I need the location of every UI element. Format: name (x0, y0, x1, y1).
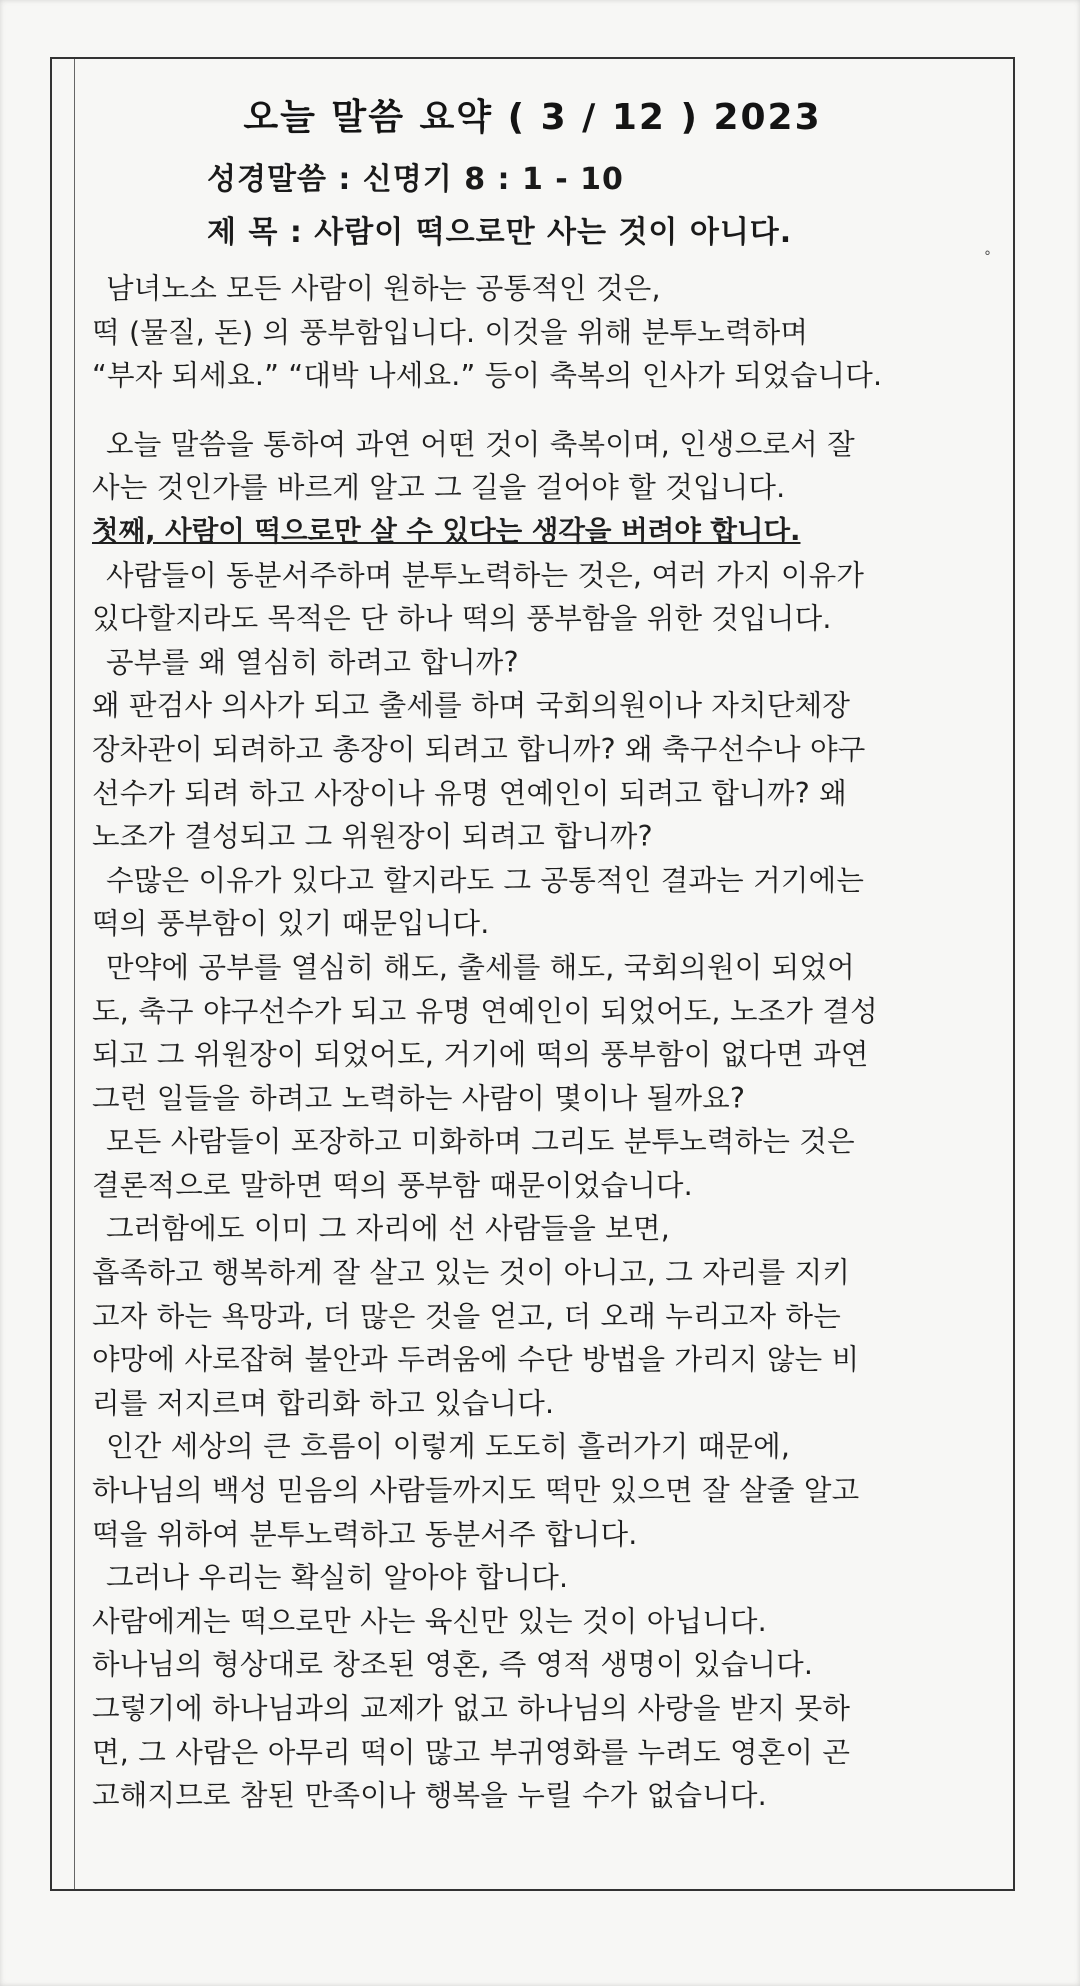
text-line: 만약에 공부를 열심히 해도, 출세를 해도, 국회의원이 되었어 (106, 950, 855, 984)
text-line: 장차관이 되려하고 총장이 되려고 합니까? 왜 축구선수나 야구 (92, 732, 866, 766)
text-line: 공부를 왜 열심히 하려고 합니까? (106, 645, 519, 679)
text-line: “부자 되세요.” “대박 나세요.” 등이 축복의 인사가 되었습니다. (92, 359, 883, 393)
text-line: 사람에게는 떡으로만 사는 육신만 있는 것이 아닙니다. (92, 1604, 767, 1638)
text-line: 모든 사람들이 포장하고 미화하며 그리도 분투노력하는 것은 (106, 1125, 855, 1159)
scripture-reference: 성경말씀 : 신명기 8 : 1 - 10 (207, 162, 624, 197)
text-line: 떡 (물질, 돈) 의 풍부함입니다. 이것을 위해 분투노력하며 (92, 315, 809, 349)
paragraph-purpose (92, 423, 997, 510)
document-frame (50, 57, 1015, 1891)
text-line: 되고 그 위원장이 되었어도, 거기에 떡의 풍부함이 없다면 과연 (92, 1038, 869, 1072)
text-line: 사는 것인가를 바르게 알고 그 길을 걸어야 할 것입니다. (92, 471, 786, 505)
paragraph-intro (92, 267, 997, 398)
text-line: 그러함에도 이미 그 자리에 선 사람들을 보면, (106, 1212, 670, 1246)
text-line: 떡을 위하여 분투노력하고 동분서주 합니다. (92, 1517, 638, 1551)
text-line: 하나님의 백성 믿음의 사람들까지도 떡만 있으면 잘 살줄 알고 (92, 1474, 860, 1508)
margin-line (74, 59, 75, 1889)
sermon-body (92, 267, 997, 1818)
text-line: 왜 판검사 의사가 되고 출세를 하며 국회의원이나 자치단체장 (92, 689, 851, 723)
text-line: 결론적으로 말하면 떡의 풍부함 때문이었습니다. (92, 1168, 693, 1202)
text-line: 고자 하는 욕망과, 더 많은 것을 얻고, 더 오래 누리고자 하는 (92, 1299, 841, 1333)
text-line: 도, 축구 야구선수가 되고 유명 연예인이 되었어도, 노조가 결성 (92, 994, 878, 1028)
paragraph-gap (92, 398, 997, 423)
text-line: 리를 저지르며 합리화 하고 있습니다. (92, 1386, 555, 1420)
text-line: 선수가 되려 하고 사장이나 유명 연예인이 되려고 합니까? 왜 (92, 776, 847, 810)
document-title: 오늘 말씀 요약 ( 3 / 12 ) 2023 (243, 97, 822, 138)
text-line: 그런 일들을 하려고 노력하는 사람이 몇이나 될까요? (92, 1081, 746, 1115)
text-line: 사람들이 동분서주하며 분투노력하는 것은, 여러 가지 이유가 (106, 558, 865, 592)
text-line: 인간 세상의 큰 흐름이 이렇게 도도히 흘러가기 때문에, (106, 1430, 791, 1464)
section-heading: 첫째, 사람이 떡으로만 살 수 있다는 생각을 버려야 합니다. (92, 514, 801, 547)
text-line: 그러나 우리는 확실히 알아야 합니다. (106, 1561, 569, 1595)
text-line: 수많은 이유가 있다고 할지라도 그 공통적인 결과는 거기에는 (106, 863, 865, 897)
text-line: 그렇기에 하나님과의 교제가 없고 하나님의 사랑을 받지 못하 (92, 1692, 851, 1725)
paragraph-main (92, 554, 997, 1818)
stray-mark: ° (984, 249, 991, 265)
text-line: 남녀노소 모든 사람이 원하는 공통적인 것은, (106, 272, 661, 305)
sermon-topic: 제 목 : 사람이 떡으로만 사는 것이 아니다. (207, 215, 793, 250)
text-line: 면, 그 사람은 아무리 떡이 많고 부귀영화를 누려도 영혼이 곤 (92, 1735, 851, 1769)
text-line: 있다할지라도 목적은 단 하나 떡의 풍부함을 위한 것입니다. (92, 602, 832, 636)
text-line: 노조가 결성되고 그 위원장이 되려고 합니까? (92, 820, 653, 854)
text-line: 고해지므로 참된 만족이나 행복을 누릴 수가 없습니다. (92, 1779, 767, 1813)
text-line: 떡의 풍부함이 있기 때문입니다. (92, 907, 490, 941)
text-line: 흡족하고 행복하게 잘 살고 있는 것이 아니고, 그 자리를 지키 (92, 1256, 851, 1290)
text-line: 오늘 말씀을 통하여 과연 어떤 것이 축복이며, 인생으로서 잘 (106, 427, 855, 461)
text-line: 하나님의 형상대로 창조된 영혼, 즉 영적 생명이 있습니다. (92, 1648, 814, 1682)
text-line: 야망에 사로잡혀 불안과 두려움에 수단 방법을 가리지 않는 비 (92, 1343, 860, 1377)
